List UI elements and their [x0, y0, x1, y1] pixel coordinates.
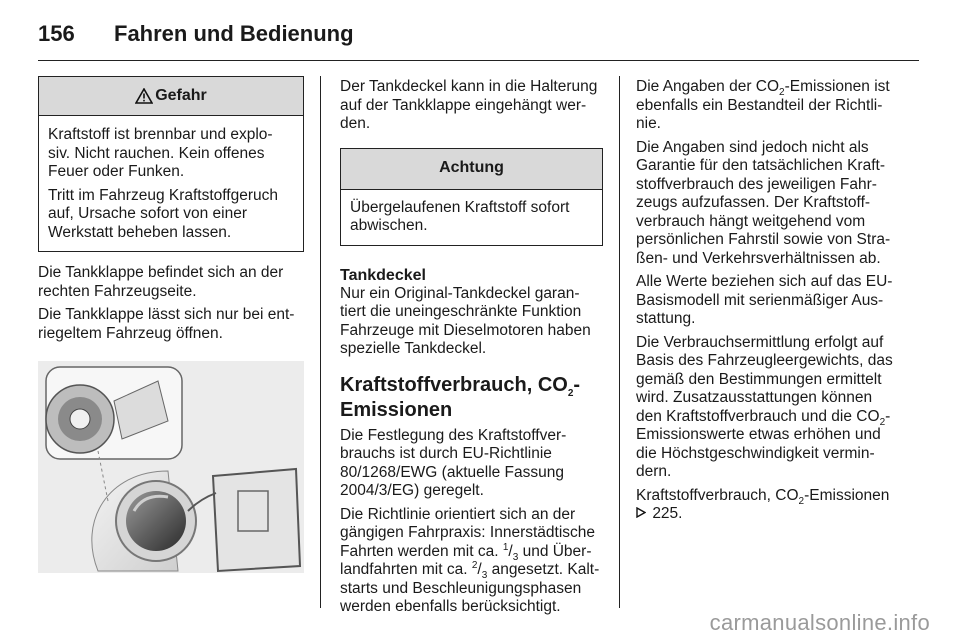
paragraph: Die Festlegung des Kraftstoffver-brauchs ist durch EU-Richtlinie 80/1268/EWG (aktuelle Fassung 2004/3/EG) geregelt. [340, 426, 567, 499]
paragraph: Die Tankklappe lässt sich nur bei ent-riegeltem Fahrzeug öffnen. [38, 306, 295, 342]
text: -Emissionen [804, 486, 890, 504]
danger-text-1: Kraftstoff ist brennbar und explo-siv. Nicht rauchen. Kein offenes Feuer oder Funken. [48, 126, 273, 180]
text: -Emissionen ist ebenfalls ein Bestandteil der Richtli-nie. [636, 78, 890, 132]
heading-text: -Emissionen [340, 373, 581, 421]
paragraph: Nur ein Original-Tankdeckel garan-tiert die uneingeschränkte Funktion Fahrzeuge mit Dieselmotoren haben spezielle Tankdeckel. [340, 284, 591, 357]
column-2 [340, 78, 603, 622]
column-1 [38, 76, 304, 573]
paragraph: Alle Werte beziehen sich auf das EU-Basismodell mit serienmäßiger Aus-stattung. [636, 273, 893, 327]
page-number: 156 [38, 21, 75, 46]
text: angesetzt. Kalt-starts und Beschleunigungsphasen werden ebenfalls berücksichtigt. [340, 561, 600, 615]
text: Kraftstoffverbrauch, CO [636, 486, 799, 504]
paragraph [636, 487, 901, 524]
heading-text: Kraftstoffverbrauch, CO [340, 373, 568, 396]
danger-text-2: Tritt im Fahrzeug Kraftstoffgeruch auf, Ursache sofort von einer Werkstatt beheben lassen. [48, 186, 279, 241]
fuel-door-illustration-svg [38, 361, 304, 573]
danger-box-heading [39, 77, 303, 116]
warning-triangle-icon [135, 88, 153, 104]
page-header [38, 14, 918, 54]
reference-arrow-icon [636, 505, 648, 524]
text: -Emissionswerte etwas erhöhen und die Höchstgeschwindigkeit vermin-dern. [636, 407, 891, 480]
fuel-filler-cap-illustration [38, 361, 304, 573]
subscript: 2 [879, 416, 886, 428]
text: Die Verbrauchsermittlung erfolgt auf Basis des Fahrzeugleergewichts, das gemäß den Bestimmungen ermittelt wird. Zusatzausstattungen können den Kraftstoffverbrauch und die CO [636, 333, 893, 425]
subscript: 3 [512, 551, 519, 563]
text: Die Angaben der CO [636, 78, 780, 95]
danger-heading-text: Gefahr [155, 86, 207, 104]
page-reference-link[interactable]: 225. [652, 505, 683, 522]
paragraph: Die Richtlinie orientiert sich an der gängigen Fahrpraxis: Innerstädtische Fahrten werden mit ca. $^1/_3$ und Über-landfahrten mit ca. $^2/_3$ angesetzt. Kalt-starts und Beschleunigungsphasen werden ebenfalls berücksichtigt. [340, 505, 600, 615]
caution-text: Übergelaufenen Kraftstoff sofort abwischen. [350, 198, 570, 234]
column-3 [636, 78, 901, 529]
subscript: 2 [567, 387, 574, 399]
subscript: 2 [798, 495, 805, 507]
subscript: 3 [481, 570, 488, 582]
page-title: Fahren und Bedienung [114, 21, 354, 46]
paragraph: Der Tankdeckel kann in die Halterung auf der Tankklappe eingehängt wer-den. [340, 78, 598, 132]
superscript: 1 [502, 541, 509, 553]
paragraph: Die Angaben sind jedoch nicht als Garantie für den tatsächlichen Kraft-stoffverbrauch des jeweiligen Fahr-zeugs aufzufassen. Der Kraftstoff-verbrauch hängt weitgehend vom persönlichen Fahrstil sowie von Stra-ßen- und Verkehrsverhältnissen ab. [636, 138, 891, 267]
paragraph: Die Tankklappe befindet sich an der rechten Fahrzeugseite. [38, 264, 284, 300]
text: Die Richtlinie orientiert sich an der gängigen Fahrpraxis: Innerstädtische Fahrten werden mit ca. [340, 505, 596, 560]
tankdeckel-heading: Tankdeckel [340, 266, 426, 284]
danger-box [38, 76, 304, 252]
caution-box [340, 148, 603, 246]
subscript: 2 [779, 87, 785, 99]
text: und Über-landfahrten mit ca. [340, 542, 592, 578]
watermark: carmanualsonline.info [709, 610, 930, 635]
section-heading [340, 373, 603, 423]
caution-box-heading: Achtung [341, 149, 602, 190]
superscript: 2 [471, 559, 478, 571]
column-divider [619, 76, 620, 608]
header-rule [38, 60, 919, 61]
column-divider [320, 76, 321, 608]
paragraph [636, 78, 901, 134]
paragraph [636, 334, 901, 482]
